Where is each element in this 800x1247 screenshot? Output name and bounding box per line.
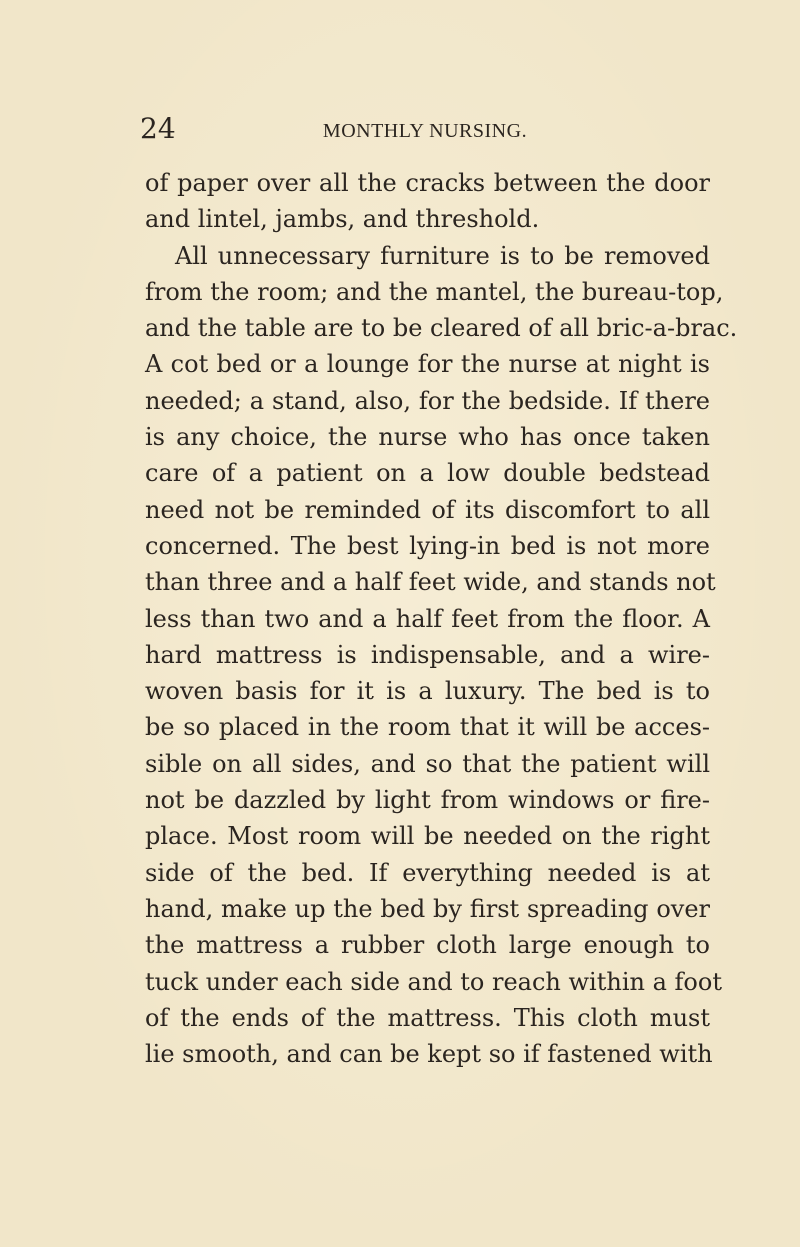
text-line: tuck under each side and to reach within a foot: [145, 967, 722, 996]
text-line: lie smooth, and can be kept so if fastened with: [145, 1040, 713, 1069]
text-line: place. Most room will be needed on the right: [145, 822, 710, 851]
text-line: side of the bed. If everything needed is at: [145, 858, 710, 887]
text-line: and the table are to be cleared of all bric-a-brac.: [145, 314, 738, 343]
text-line: sible on all sides, and so that the patient will: [145, 749, 710, 778]
text-line: needed; a stand, also, for the bedside. If there: [145, 386, 710, 415]
text-line: A cot bed or a lounge for the nurse at night is: [145, 350, 710, 379]
text-line: the mattress a rubber cloth large enough to: [145, 931, 710, 960]
text-line: All unnecessary furniture is to be removed: [175, 241, 710, 270]
running-head: [140, 112, 710, 146]
text-line: is any choice, the nurse who has once taken: [145, 423, 710, 452]
text-line: from the room; and the mantel, the bureau-top,: [145, 277, 724, 306]
text-line: hand, make up the bed by first spreading over: [145, 894, 710, 923]
text-line: need not be reminded of its discomfort to all: [145, 495, 710, 524]
text-line: and lintel, jambs, and threshold.: [145, 205, 540, 234]
text-line: be so placed in the room that it will be acces-: [145, 713, 710, 742]
text-line: concerned. The best lying-in bed is not more: [145, 531, 710, 560]
text-line: not be dazzled by light from windows or fire-: [145, 786, 710, 815]
text-line: woven basis for it is a luxury. The bed is to: [145, 677, 710, 706]
text-line: than three and a half feet wide, and stands not: [145, 568, 716, 597]
text-line: hard mattress is indispensable, and a wire-: [145, 640, 710, 669]
text-line: less than two and a half feet from the floor. A: [145, 604, 710, 633]
page-number: 24: [140, 112, 176, 145]
body-text: [145, 165, 738, 1072]
text-line: of paper over all the cracks between the door: [145, 169, 710, 197]
text-line: of the ends of the mattress. This cloth must: [145, 1003, 710, 1032]
running-title: MONTHLY NURSING.: [322, 120, 528, 142]
text-line: care of a patient on a low double bedstead: [145, 459, 710, 488]
